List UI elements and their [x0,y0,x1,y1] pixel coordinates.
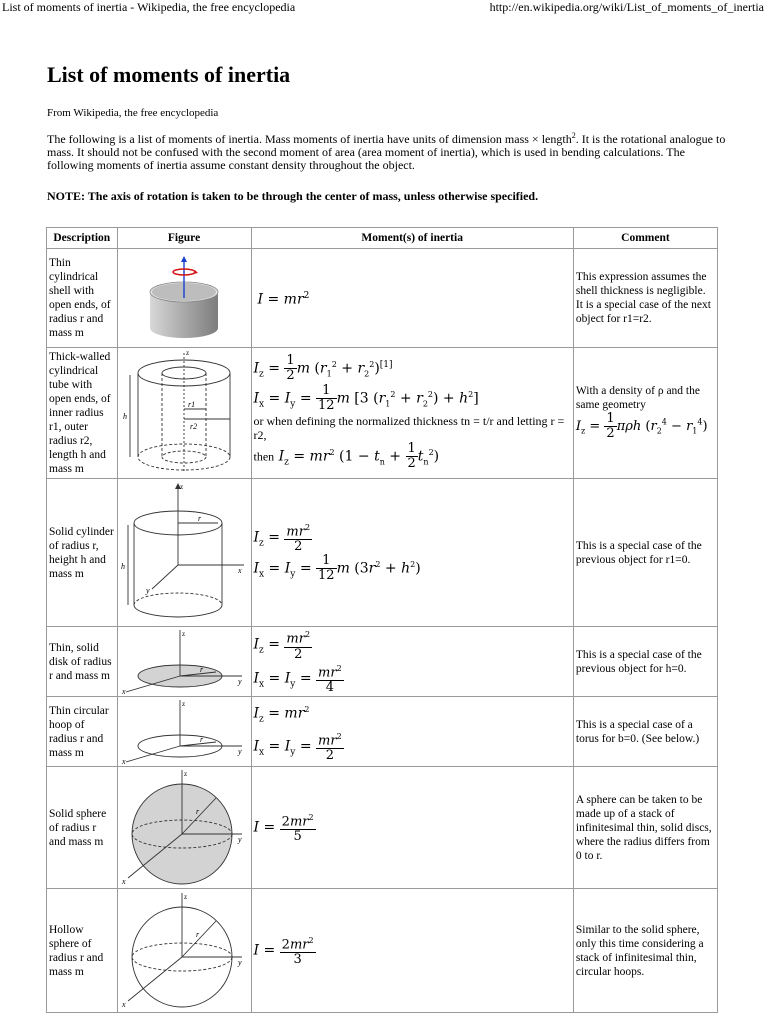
svg-text:x: x [122,876,126,886]
svg-text:z: z [182,629,186,638]
print-header-title: List of moments of inertia - Wikipedia, the free encyclopedia [2,0,296,14]
svg-text:r1: r1 [188,400,196,409]
page-title: List of moments of inertia [47,62,291,87]
row-comment: This is a special case of the previous object for h=0. [573,627,717,697]
svg-text:y: y [238,746,242,756]
row-description: Thin, solid disk of radius r and mass m [47,627,118,697]
moment-equation-z: $I_z = mr^2$ [253,705,310,725]
moment-equation-z: $I_z$ = $\frac{1}{2}$ m $(r_1^2 + r_2^2)[1]$ [253,352,393,383]
svg-text:r: r [196,929,200,939]
moment-equation-xy: $I_x = I_y$ = $\frac{1}{12}$ m $(3r^2 + h^2)$ [253,553,421,584]
thin-cylindrical-shell-figure [117,249,251,348]
moment-equation-normalized: then $I_z = mr^2$ ($1 - t_n$ + $\frac{1}{2}$ $t_n^2$) [253,441,440,472]
table-row [47,889,718,1013]
header-moments[interactable]: Moment(s) of inertia [251,228,573,249]
intro-paragraph [47,133,727,172]
svg-text:r: r [196,806,200,816]
svg-text:r: r [198,513,202,523]
print-header [0,0,768,16]
svg-text:x: x [122,999,126,1009]
row-moments [251,249,573,348]
table-row [47,479,718,627]
row-comment: Similar to the solid sphere, only this time considering a stack of infinitesimal thin, circular hoops. [573,889,717,1013]
thin-circular-hoop-figure [117,697,251,767]
svg-text:z: z [186,349,190,357]
svg-text:z: z [182,699,186,708]
intro-text-b: . It is the rotational analogue to mass. It should not be confused with the second moment of area (area moment of inertia), which is used in bending calculations. The following moments of inertia assume constant density throughout the object. [47,132,726,172]
svg-text:y: y [238,957,242,967]
table-row [47,767,718,889]
moment-equation-z: $I_z$ = $\frac{mr^2}{2}$ [253,630,311,662]
svg-text:y: y [238,834,242,844]
table-header-row [47,228,718,249]
svg-text:z: z [184,769,188,778]
axis-note: NOTE: The axis of rotation is taken to be through the center of mass, unless otherwise specified. [47,189,539,203]
table-row [47,348,718,479]
svg-text:z: z [184,892,188,901]
moment-equation-xy: $I_x = I_y$ = $\frac{1}{12}$ m [3 $(r_1^2 + r_2^2) + h^2$] [253,382,479,413]
moments-table [46,227,718,1013]
moment-equation-xy: $I_x = I_y$ = $\frac{mr^2}{2}$ [253,731,342,763]
moment-equation: I = $\frac{2mr^2}{3}$ [253,935,314,968]
density-equation: $I_z$ = $\frac{1}{2}$ πρh $(r_2^4 - r_1^4)$ [575,411,708,442]
moment-equation-xy: $I_x = I_y$ = $\frac{mr^2}{4}$ [253,663,342,695]
svg-text:y: y [146,585,150,595]
page-subtitle: From Wikipedia, the free encyclopedia [47,107,219,119]
normalized-thickness-text: or when defining the normalized thickness tn = t/r and letting r = r2, [253,414,565,443]
row-moments [251,697,573,767]
svg-text:h: h [123,412,127,421]
solid-sphere-figure [117,767,251,889]
row-moments [251,348,573,479]
table-row [47,249,718,348]
solid-cylinder-figure [117,479,251,627]
svg-text:h: h [121,561,125,571]
hollow-sphere-figure [117,889,251,1013]
row-comment-text: With a density of ρ and the same geometry [575,385,700,412]
row-description: Thin cylindrical shell with open ends, of radius r and mass m [47,249,118,348]
svg-text:r: r [200,664,204,674]
row-description: Thin circular hoop of radius r and mass m [47,697,118,767]
row-comment: This is a special case of the previous object for r1=0. [573,479,717,627]
moment-equation: I = $\frac{2mr^2}{5}$ [253,812,314,845]
svg-text:z: z [180,482,184,491]
then-label: then [253,449,275,464]
header-description[interactable]: Description [47,228,118,249]
svg-text:r: r [200,734,204,744]
svg-text:x: x [238,565,242,575]
table-row [47,627,718,697]
thin-solid-disk-figure [117,627,251,697]
print-header-url[interactable]: http://en.wikipedia.org/wiki/List_of_moments_of_inertia [489,0,764,14]
row-description: Solid cylinder of radius r, height h and mass m [47,479,118,627]
moment-equation-z: $I_z$ = $\frac{mr^2}{2}$ [253,522,311,555]
header-comment[interactable]: Comment [573,228,717,249]
table-row [47,697,718,767]
row-description: Thick-walled cylindrical tube with open ends, of inner radius r1, outer radius r2, length h and mass m [47,348,118,479]
row-comment: This expression assumes the shell thickness is negligible. It is a special case of the next object for r1=r2. [573,249,717,348]
row-comment: A sphere can be taken to be made up of a stack of infinitesimal thin, solid discs, where the radius differs from 0 to r. [573,767,717,889]
moment-equation: $I = mr^2$ [257,291,310,308]
row-description: Hollow sphere of radius r and mass m [47,889,118,1013]
svg-text:y: y [238,676,242,686]
row-comment [573,348,717,479]
row-moments [251,889,573,1013]
header-figure[interactable]: Figure [117,228,251,249]
row-moments [251,767,573,889]
row-comment: This is a special case of a torus for b=0. (See below.) [573,697,717,767]
reference-link[interactable]: [1] [379,359,393,370]
intro-superscript: 2 [571,131,576,140]
svg-text:x: x [122,686,126,696]
svg-text:x: x [122,756,126,766]
row-moments [251,479,573,627]
svg-text:r2: r2 [190,422,198,431]
thick-walled-tube-figure [117,348,251,479]
intro-text-a: The following is a list of moments of inertia. Mass moments of inertia have units of dimension mass × length [47,132,572,146]
row-moments [251,627,573,697]
row-description: Solid sphere of radius r and mass m [47,767,118,889]
